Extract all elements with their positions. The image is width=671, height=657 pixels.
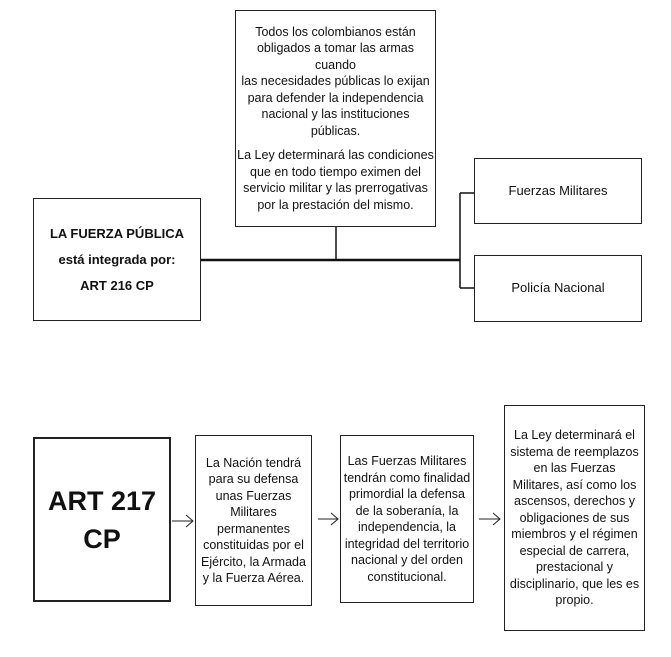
fuerza-publica-line-3: ART 216 CP [80, 277, 154, 293]
box1-line: Militares [230, 505, 277, 519]
note-p1-line: las necesidades públicas lo exijan [241, 74, 430, 89]
note-p1-line: para defender la independencia [247, 90, 424, 105]
policia-nacional-box [474, 255, 642, 322]
box3-line: sistema de reemplazos [510, 444, 639, 459]
box3-line: ascensos, derechos y [514, 494, 635, 509]
box3-line: miembros y el régimen [511, 527, 638, 542]
box3-line: especial de carrera, [519, 543, 630, 558]
box1-line: La Nación tendrá [205, 455, 302, 470]
box2-line: constitucional. [367, 569, 447, 584]
art216-note-box [235, 10, 436, 227]
fuerza-publica-line-1: LA FUERZA PÚBLICA [49, 225, 185, 241]
note-p2-line: por la prestación del mismo. [257, 197, 414, 212]
art217-box [33, 437, 171, 602]
note-p1-line: nacional y las instituciones [261, 107, 410, 122]
note-p1-line: públicas. [310, 123, 361, 138]
box3-line: en las Fuerzas [533, 461, 616, 476]
fuerzas-militares-label: Fuerzas Militares [508, 182, 608, 198]
box3-line: propio. [555, 593, 594, 608]
box2-line: independencia, la [358, 520, 456, 534]
fuerza-publica-line-2: está integrada por: [58, 251, 176, 267]
art217-line-2: CP [83, 523, 121, 554]
arrow-3-icon [479, 513, 500, 525]
policia-nacional-label: Policía Nacional [511, 280, 605, 296]
box2-line: nacional y del orden [351, 553, 463, 567]
box1-line: y la Fuerza Aérea. [202, 571, 305, 585]
note-paragraph-1 [236, 24, 435, 140]
box1-line: para su defensa [208, 472, 299, 486]
box2-line: integridad del territorio [344, 536, 470, 551]
note-p2-line: que en todo tiempo eximen del [250, 164, 421, 179]
nacion-defensa-box [195, 435, 312, 606]
box2-line: primordial la defensa [348, 487, 466, 501]
box2-line: de la soberanía, la [355, 503, 459, 518]
box3-line: prestacional y [535, 560, 614, 575]
box3-line: La Ley determinará el [514, 428, 635, 443]
note-p2-line: servicio militar y las prerrogativas [243, 181, 428, 196]
note-p1-line: obligados a tomar las armas cuando [256, 41, 415, 72]
fuerza-publica-box [33, 198, 201, 321]
arrow-2-icon [318, 513, 338, 525]
note-p2-line: La Ley determinará las condiciones [237, 148, 434, 163]
box2-line: Las Fuerzas Militares [347, 454, 467, 468]
box1-line: permanentes [217, 521, 290, 536]
box3-line: disciplinario, que les es [509, 576, 640, 591]
box3-line: obligaciones de sus [519, 510, 630, 525]
box1-line: unas Fuerzas [215, 488, 292, 503]
box1-line: constituidas por el [203, 538, 304, 552]
arrow-1-icon [172, 515, 193, 527]
finalidad-box [340, 435, 474, 603]
box2-line: tendrán como finalidad [343, 470, 471, 485]
note-paragraph-2 [237, 147, 434, 213]
box3-line: Militares, así como los [512, 477, 637, 492]
note-p1-line: Todos los colombianos están [255, 24, 416, 39]
fuerzas-militares-box [474, 158, 642, 224]
reemplazos-box [504, 405, 645, 631]
box1-line: Ejército, la Armada [201, 554, 306, 569]
art217-line-1: ART 217 [47, 485, 157, 516]
